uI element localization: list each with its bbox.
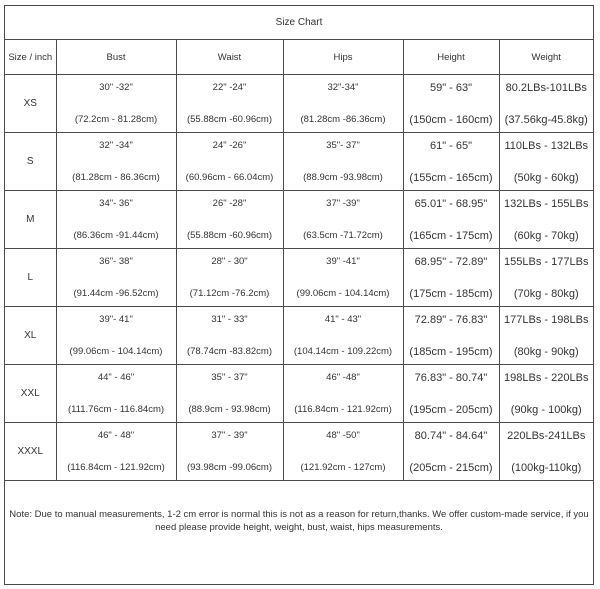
size-label: XXXL — [5, 423, 56, 481]
bust-metric-value: (72.2cm - 81.28cm) — [74, 113, 158, 125]
height-cell — [403, 133, 499, 191]
size-table — [5, 39, 593, 481]
bust-cell — [56, 365, 176, 423]
hips-inch-value: 37" -39" — [326, 197, 360, 209]
height-metric-value: (165cm - 175cm) — [409, 229, 493, 242]
height-cell — [403, 307, 499, 365]
waist-inch-value: 26" -28" — [212, 197, 247, 209]
waist-metric-value: (78.74cm -83.82cm) — [186, 345, 272, 357]
size-label: XXL — [5, 365, 56, 423]
table-header-row — [5, 40, 593, 75]
height-inch-value: 61" - 65" — [429, 139, 473, 152]
bust-inch-value: 34"- 36" — [99, 197, 133, 209]
size-label: L — [5, 249, 56, 307]
hips-cell — [283, 191, 403, 249]
bust-metric-value: (99.06cm - 104.14cm) — [69, 345, 163, 357]
header-waist: Waist — [176, 40, 283, 75]
bust-inch-value: 39"- 41" — [99, 313, 133, 325]
weight-metric-value: (100kg-110kg) — [511, 461, 582, 474]
size-label: XL — [5, 307, 56, 365]
height-metric-value: (205cm - 215cm) — [409, 461, 493, 474]
weight-inch-value: 220LBs-241LBs — [507, 429, 586, 442]
weight-metric-value: (80kg - 90kg) — [513, 345, 579, 358]
weight-metric-value: (70kg - 80kg) — [513, 287, 579, 300]
height-cell — [403, 75, 499, 133]
bust-inch-value: 36"- 38" — [99, 255, 133, 267]
hips-inch-value: 39" -41" — [326, 255, 360, 267]
weight-inch-value: 110LBs - 132LBs — [504, 139, 589, 152]
height-metric-value: (155cm - 165cm) — [409, 171, 493, 184]
bust-metric-value: (111.76cm - 116.84cm) — [67, 403, 165, 415]
hips-metric-value: (116.84cm - 121.92cm) — [294, 403, 392, 415]
bust-metric-value: (91.44cm -96.52cm) — [73, 287, 159, 299]
waist-inch-value: 28" - 30" — [211, 255, 248, 267]
height-cell — [403, 423, 499, 481]
waist-inch-value: 35" - 37" — [211, 371, 248, 383]
weight-cell — [499, 249, 593, 307]
table-row — [5, 423, 593, 481]
weight-metric-value: (50kg - 60kg) — [513, 171, 579, 184]
table-row — [5, 191, 593, 249]
height-inch-value: 80.74" - 84.64" — [414, 429, 488, 442]
height-inch-value: 68.95" - 72.89" — [414, 255, 488, 268]
waist-cell — [176, 75, 283, 133]
bust-cell — [56, 307, 176, 365]
height-cell — [403, 249, 499, 307]
weight-inch-value: 80.2LBs-101LBs — [505, 81, 587, 94]
height-metric-value: (175cm - 185cm) — [409, 287, 493, 300]
height-metric-value: (195cm - 205cm) — [409, 403, 493, 416]
waist-metric-value: (93.98cm -99.06cm) — [186, 461, 272, 473]
hips-cell — [283, 423, 403, 481]
hips-inch-value: 41" - 43" — [324, 313, 362, 325]
bust-metric-value: (86.36cm -91.44cm) — [73, 229, 159, 241]
weight-cell — [499, 75, 593, 133]
hips-metric-value: (104.14cm - 109.22cm) — [293, 345, 393, 357]
bust-cell — [56, 249, 176, 307]
hips-cell — [283, 365, 403, 423]
waist-cell — [176, 133, 283, 191]
bust-cell — [56, 191, 176, 249]
table-row — [5, 133, 593, 191]
height-inch-value: 76.83" - 80.74" — [414, 371, 488, 384]
height-cell — [403, 365, 499, 423]
size-label: M — [5, 191, 56, 249]
height-cell — [403, 191, 499, 249]
weight-inch-value: 198LBs - 220LBs — [504, 371, 589, 384]
height-metric-value: (150cm - 160cm) — [409, 113, 493, 126]
header-size: Size / inch — [5, 40, 56, 75]
bust-cell — [56, 75, 176, 133]
bust-cell — [56, 423, 176, 481]
header-weight: Weight — [499, 40, 593, 75]
table-row — [5, 249, 593, 307]
hips-inch-value: 46" -48" — [326, 371, 360, 383]
waist-inch-value: 37" - 39" — [211, 429, 248, 441]
waist-inch-value: 31" - 33" — [211, 313, 248, 325]
table-row — [5, 307, 593, 365]
hips-inch-value: 35"- 37" — [326, 139, 360, 151]
waist-cell — [176, 249, 283, 307]
waist-inch-value: 22" -24" — [212, 81, 247, 93]
bust-inch-value: 32" -34" — [99, 139, 133, 151]
waist-metric-value: (55.88cm -60.96cm) — [186, 113, 272, 125]
bust-inch-value: 30" -32" — [99, 81, 133, 93]
hips-metric-value: (99.06cm - 104.14cm) — [296, 287, 390, 299]
size-label: S — [5, 133, 56, 191]
header-height: Height — [403, 40, 499, 75]
waist-metric-value: (60.96cm - 66.04cm) — [185, 171, 274, 183]
hips-inch-value: 48" -50" — [326, 429, 360, 441]
weight-metric-value: (37.56kg-45.8kg) — [504, 113, 588, 126]
weight-cell — [499, 423, 593, 481]
waist-inch-value: 24" -26" — [212, 139, 247, 151]
bust-metric-value: (81.28cm - 86.36cm) — [72, 171, 160, 183]
weight-inch-value: 155LBs - 177LBs — [504, 255, 589, 268]
table-row — [5, 75, 593, 133]
hips-cell — [283, 249, 403, 307]
hips-cell — [283, 75, 403, 133]
height-inch-value: 65.01" - 68.95" — [414, 197, 488, 210]
size-label: XS — [5, 75, 56, 133]
chart-title: Size Chart — [275, 17, 323, 28]
waist-metric-value: (71.12cm -76.2cm) — [189, 287, 270, 299]
hips-inch-value: 32"-34" — [327, 81, 359, 93]
waist-cell — [176, 191, 283, 249]
hips-cell — [283, 307, 403, 365]
height-inch-value: 72.89" - 76.83" — [414, 313, 488, 326]
measurement-note: Note: Due to manual measurements, 1-2 cm error is normal this is not as a reason for return,thanks. We offer custom-made service, if you need please provide height, weight, bust, waist, hips measurements. — [9, 509, 589, 533]
weight-cell — [499, 133, 593, 191]
hips-metric-value: (81.28cm -86.36cm) — [300, 113, 386, 125]
bust-metric-value: (116.84cm - 121.92cm) — [67, 461, 165, 473]
hips-metric-value: (88.9cm -93.98cm) — [303, 171, 383, 183]
waist-cell — [176, 307, 283, 365]
header-hips: Hips — [283, 40, 403, 75]
weight-metric-value: (90kg - 100kg) — [510, 403, 582, 416]
hips-metric-value: (63.5cm -71.72cm) — [303, 229, 383, 241]
weight-inch-value: 177LBs - 198LBs — [504, 313, 589, 326]
waist-cell — [176, 365, 283, 423]
size-chart-sheet — [4, 5, 594, 585]
waist-metric-value: (55.88cm -60.96cm) — [186, 229, 272, 241]
header-bust: Bust — [56, 40, 176, 75]
hips-cell — [283, 133, 403, 191]
height-metric-value: (185cm - 195cm) — [409, 345, 493, 358]
bust-inch-value: 46" - 48" — [97, 429, 135, 441]
waist-metric-value: (88.9cm - 93.98cm) — [188, 403, 271, 415]
weight-cell — [499, 365, 593, 423]
bust-cell — [56, 133, 176, 191]
weight-metric-value: (60kg - 70kg) — [513, 229, 579, 242]
bust-inch-value: 44" - 46" — [97, 371, 135, 383]
height-inch-value: 59" - 63" — [429, 81, 473, 94]
weight-cell — [499, 191, 593, 249]
waist-cell — [176, 423, 283, 481]
weight-cell — [499, 307, 593, 365]
table-row — [5, 365, 593, 423]
weight-inch-value: 132LBs - 155LBs — [504, 197, 589, 210]
hips-metric-value: (121.92cm - 127cm) — [300, 461, 386, 473]
